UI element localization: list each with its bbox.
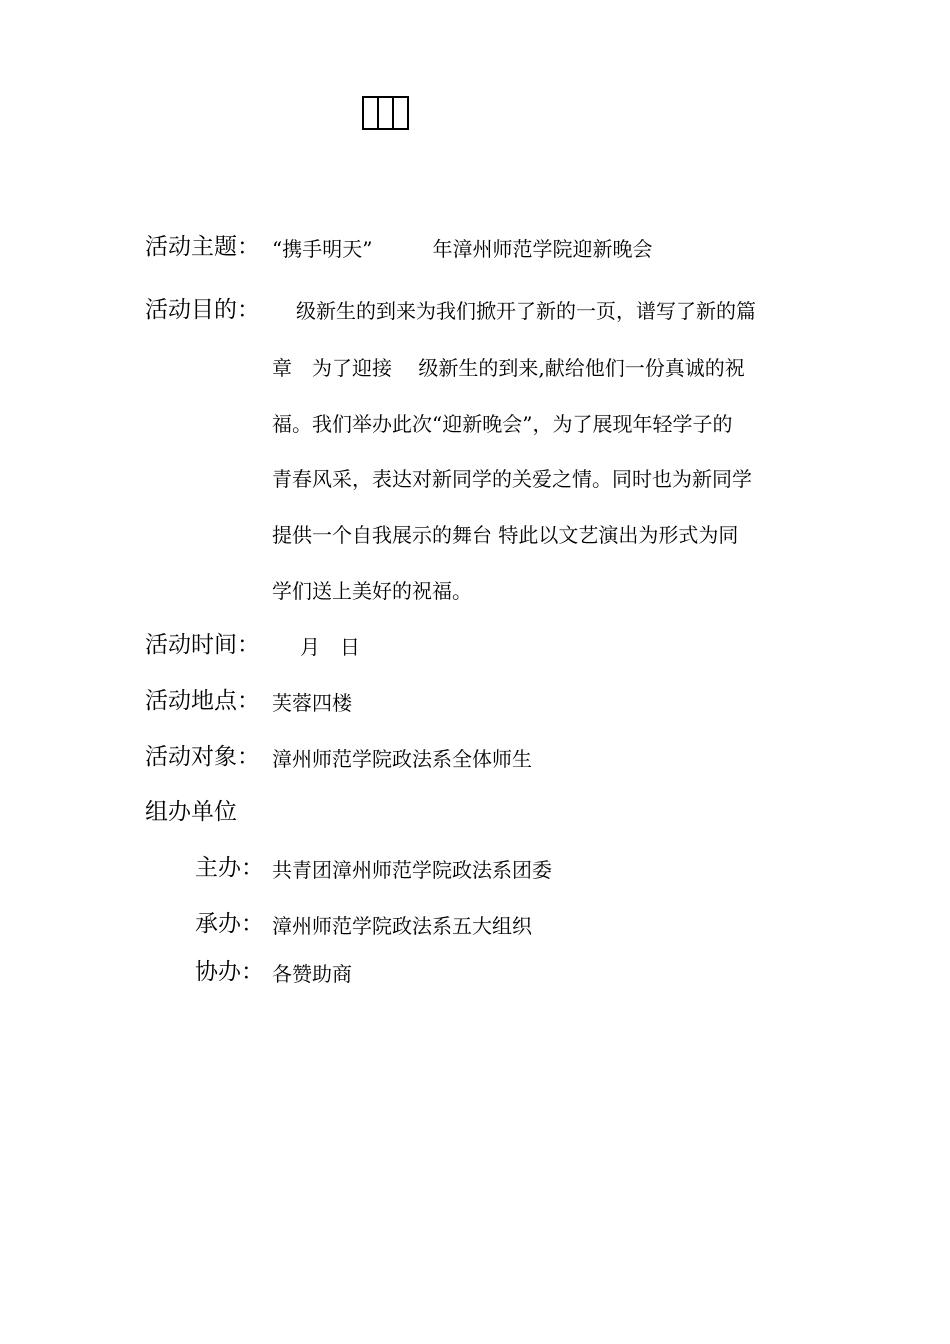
purpose-label: 活动目的： [145, 297, 260, 323]
time-label: 活动时间： [145, 632, 260, 658]
title-placeholder-boxes [362, 96, 407, 130]
purpose-line: 章 为了迎接 级新生的到来,献给他们一份真诚的祝 [272, 356, 745, 380]
location-value: 芙蓉四楼 [272, 691, 352, 715]
undertaker-value: 漳州师范学院政法系五大组织 [272, 914, 532, 938]
purpose-line: 学们送上美好的祝福。 [272, 579, 472, 603]
time-value: 月 日 [300, 635, 360, 659]
host-value: 共青团漳州师范学院政法系团委 [272, 858, 552, 882]
organizers-label: 组办单位 [145, 799, 237, 825]
title-box [392, 96, 409, 130]
audience-label: 活动对象： [145, 744, 260, 770]
audience-value: 漳州师范学院政法系全体师生 [272, 747, 532, 771]
co-organizer-value: 各赞助商 [272, 962, 352, 986]
purpose-line: 级新生的到来为我们掀开了新的一页，谱写了新的篇 [296, 299, 756, 323]
co-organizer-label: 协办： [195, 959, 264, 985]
purpose-line: 福。我们举办此次“迎新晚会”，为了展现年轻学子的 [272, 412, 733, 436]
location-label: 活动地点： [145, 688, 260, 714]
theme-value: “携手明天” 年漳州师范学院迎新晚会 [272, 237, 653, 261]
undertaker-label: 承办： [195, 911, 264, 937]
host-label: 主办： [195, 855, 264, 881]
purpose-line: 青春风采，表达对新同学的关爱之情。同时也为新同学 [272, 467, 752, 491]
theme-label: 活动主题： [145, 234, 260, 260]
purpose-line: 提供一个自我展示的舞台 特此以文艺演出为形式为同 [272, 523, 739, 547]
